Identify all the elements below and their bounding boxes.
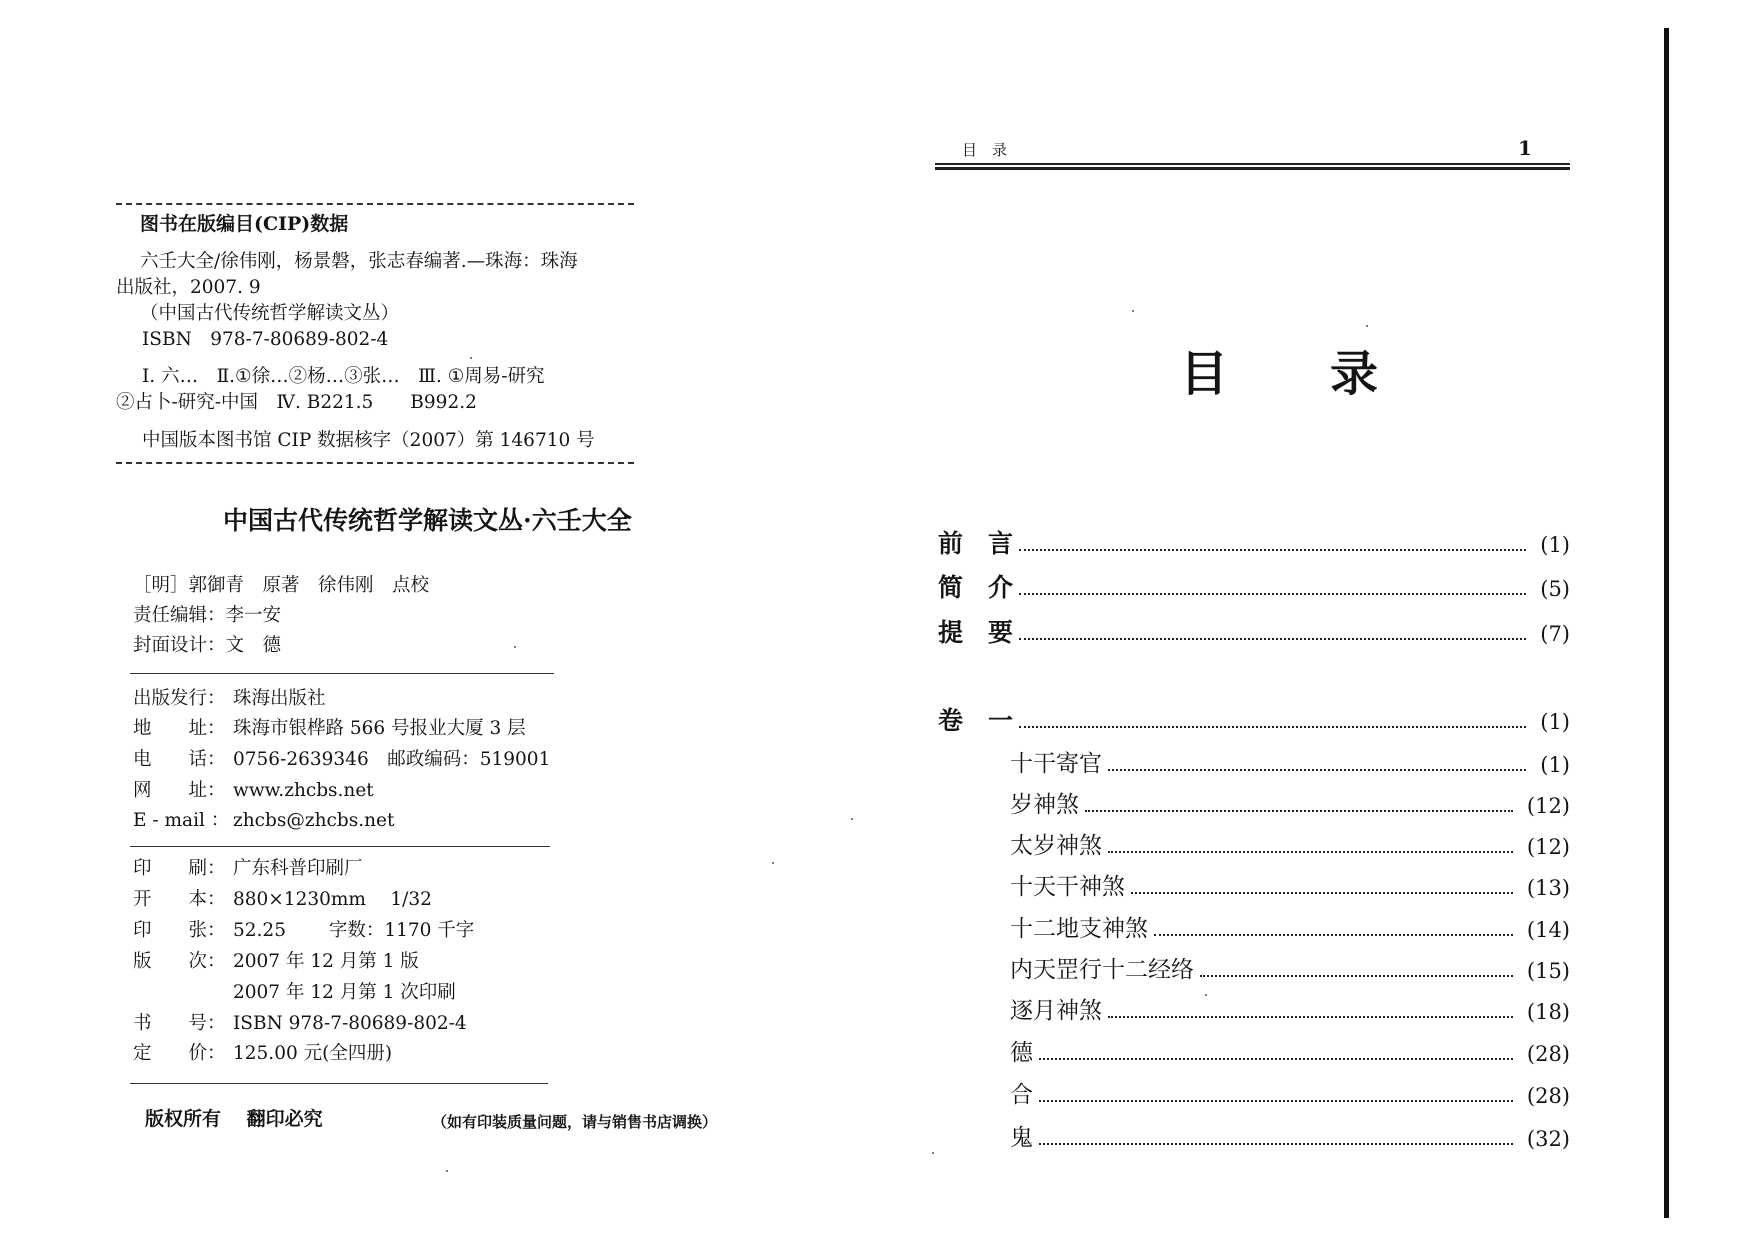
- toc-section-entry[interactable]: [1010, 873, 1570, 899]
- edition-value: 2007 年 12 月第 1 版: [233, 951, 419, 972]
- credit-authors: ［明］郭御青 原著 徐伟刚 点校: [133, 575, 430, 596]
- toc-section-entry[interactable]: [1010, 997, 1570, 1023]
- email-row: [133, 812, 394, 831]
- toc-section-entry[interactable]: [1010, 956, 1570, 982]
- printing-divider: [130, 1083, 548, 1084]
- scan-speck: [932, 1152, 934, 1154]
- toc-volume-page: (1): [1540, 710, 1570, 734]
- isbn-label: 书 号：: [133, 1013, 226, 1034]
- toc-section-label: 十二地支神煞: [1010, 916, 1148, 942]
- cip-line-6: ②占卜-研究-中国 Ⅳ. B221.5 B992.2: [116, 392, 477, 413]
- toc-section-page: (12): [1526, 794, 1570, 818]
- toc-section-label: 逐月神煞: [1010, 998, 1102, 1024]
- header-rule-thick: [935, 167, 1570, 170]
- price-row: [133, 1045, 392, 1064]
- toc-leader: [1019, 638, 1526, 640]
- printer-label: 印 刷：: [133, 858, 226, 879]
- scan-speck: [514, 646, 516, 648]
- rights-notice: 版权所有 翻印必究: [145, 1108, 323, 1130]
- credit-cover-design: 封面设计：文 德: [133, 635, 282, 656]
- credit-editor: 责任编辑：李一安: [133, 605, 282, 626]
- format-label: 开 本：: [133, 889, 226, 910]
- cip-line-2: 出版社，2007. 9: [116, 277, 261, 298]
- toc-section-page: (32): [1526, 1127, 1570, 1151]
- toc-section-entry[interactable]: [1010, 1039, 1570, 1065]
- scan-speck: [1366, 325, 1368, 327]
- cip-line-5: Ⅰ. 六… Ⅱ.①徐…②杨…③张… Ⅲ. ①周易-研究: [142, 366, 545, 387]
- toc-leader: [1131, 892, 1513, 894]
- toc-entry[interactable]: [938, 574, 1570, 600]
- toc-leader: [1085, 810, 1513, 812]
- scan-speck: [772, 862, 774, 864]
- printer-row: [133, 860, 363, 879]
- publisher-label: 出版发行：: [133, 688, 226, 709]
- scan-speck: [851, 818, 853, 820]
- toc-section-label: 十天干神煞: [1010, 874, 1125, 900]
- address-row: [133, 720, 526, 739]
- toc-entry-label: 前 言: [938, 529, 1014, 558]
- toc-section-entry[interactable]: [1010, 1081, 1570, 1107]
- toc-section-page: (1): [1540, 753, 1570, 777]
- page-number: 1: [1518, 136, 1532, 160]
- scan-speck: [1132, 310, 1134, 312]
- cip-line-1: 六壬大全/徐伟刚，杨景磐，张志春编著.—珠海：珠海: [140, 251, 578, 272]
- impression-row: [133, 984, 456, 1003]
- credits-divider: [130, 673, 554, 674]
- toc-leader: [1200, 975, 1513, 977]
- toc-section-entry[interactable]: [1010, 915, 1570, 941]
- toc-section-label: 鬼: [1010, 1125, 1033, 1151]
- sheets-label: 印 张：: [133, 920, 226, 941]
- publisher-divider: [130, 846, 550, 847]
- scan-speck: [1205, 994, 1207, 996]
- toc-entry-page: (1): [1540, 533, 1570, 557]
- toc-section-page: (12): [1526, 835, 1570, 859]
- toc-leader: [1019, 549, 1526, 551]
- toc-entry-page: (7): [1540, 622, 1570, 646]
- sheets-row: [133, 922, 474, 941]
- toc-section-entry[interactable]: [1010, 832, 1570, 858]
- toc-volume-entry[interactable]: [938, 707, 1570, 733]
- sheets-value: 52.25 字数：1170 千字: [233, 920, 475, 941]
- toc-entry-label: 简 介: [938, 573, 1014, 602]
- cip-line-3: （中国古代传统哲学解读文丛）: [140, 303, 400, 324]
- print-quality-notice: （如有印装质量问题，请与销售书店调换）: [432, 1113, 718, 1131]
- isbn-value: ISBN 978-7-80689-802-4: [233, 1013, 467, 1034]
- publisher-value: 珠海出版社: [233, 688, 326, 709]
- email-label: E - mail ：: [133, 810, 230, 831]
- edition-row: [133, 953, 419, 972]
- isbn-row: [133, 1015, 467, 1034]
- toc-entry[interactable]: [938, 619, 1570, 645]
- scan-speck: [470, 357, 472, 359]
- toc-volume-label: 卷 一: [938, 706, 1014, 735]
- running-head: 目 录: [962, 141, 1008, 159]
- toc-section-entry[interactable]: [1010, 1124, 1570, 1150]
- website-label: 网 址：: [133, 780, 226, 801]
- toc-leader: [1039, 1058, 1513, 1060]
- toc-leader: [1039, 1100, 1513, 1102]
- phone-row: [133, 751, 550, 770]
- toc-title: 目 录: [1180, 346, 1381, 402]
- format-value: 880×1230mm 1/32: [233, 889, 432, 910]
- price-value: 125.00 元(全四册): [233, 1043, 393, 1064]
- toc-entry-page: (5): [1540, 577, 1570, 601]
- toc-leader: [1039, 1143, 1513, 1145]
- toc-section-page: (18): [1526, 1000, 1570, 1024]
- cip-title: 图书在版编目(CIP)数据: [140, 213, 349, 235]
- cip-line-7: 中国版本图书馆 CIP 数据核字（2007）第 146710 号: [142, 430, 595, 451]
- email-value: zhcbs@zhcbs.net: [233, 810, 395, 831]
- toc-section-page: (13): [1526, 876, 1570, 900]
- toc-leader: [1108, 1016, 1513, 1018]
- toc-leader: [1108, 769, 1526, 771]
- toc-section-page: (14): [1526, 918, 1570, 942]
- toc-section-label: 内天罡行十二经络: [1010, 957, 1194, 983]
- toc-leader: [1019, 593, 1526, 595]
- cip-bottom-divider: [116, 462, 634, 464]
- toc-section-page: (28): [1526, 1084, 1570, 1108]
- header-rule: [935, 163, 1570, 165]
- toc-section-page: (15): [1526, 959, 1570, 983]
- page-edge-line: [1664, 28, 1669, 1218]
- toc-section-entry[interactable]: [1010, 750, 1570, 776]
- publisher-row: [133, 690, 326, 709]
- toc-leader: [1108, 851, 1513, 853]
- cip-top-divider: [116, 203, 634, 205]
- toc-leader: [1019, 726, 1526, 728]
- toc-section-page: (28): [1526, 1042, 1570, 1066]
- format-row: [133, 891, 432, 910]
- website-row: [133, 782, 374, 801]
- toc-section-label: 太岁神煞: [1010, 833, 1102, 859]
- toc-section-label: 岁神煞: [1010, 792, 1079, 818]
- toc-section-entry[interactable]: [1010, 791, 1570, 817]
- website-value: www.zhcbs.net: [233, 780, 374, 801]
- toc-entry-label: 提 要: [938, 618, 1014, 647]
- toc-section-label: 合: [1010, 1082, 1033, 1108]
- toc-leader: [1154, 934, 1513, 936]
- address-label: 地 址：: [133, 718, 226, 739]
- impression-value: 2007 年 12 月第 1 次印刷: [233, 982, 456, 1003]
- scan-speck: [446, 1170, 448, 1172]
- toc-section-label: 十干寄官: [1010, 751, 1102, 777]
- edition-label: 版 次：: [133, 951, 226, 972]
- phone-label: 电 话：: [133, 749, 226, 770]
- address-value: 珠海市银桦路 566 号报业大厦 3 层: [233, 718, 526, 739]
- phone-value: 0756-2639346 邮政编码：519001: [233, 749, 551, 770]
- printer-value: 广东科普印刷厂: [233, 858, 363, 879]
- toc-entry[interactable]: [938, 530, 1570, 556]
- toc-section-label: 德: [1010, 1040, 1033, 1066]
- book-title: 中国古代传统哲学解读文丛·六壬大全: [223, 506, 632, 535]
- cip-line-4: ISBN 978-7-80689-802-4: [142, 329, 389, 350]
- price-label: 定 价：: [133, 1043, 226, 1064]
